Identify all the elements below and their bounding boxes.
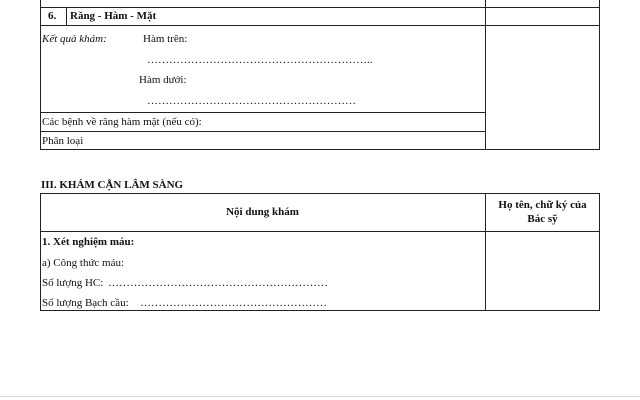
section3-heading: III. KHÁM CẬN LÂM SÀNG bbox=[41, 179, 184, 191]
doctor-header-line1: Họ tên, chữ ký của bbox=[498, 199, 587, 211]
table2-right-border bbox=[599, 193, 600, 311]
table1-row-line-3 bbox=[40, 112, 486, 113]
table1-bottom-border bbox=[40, 149, 600, 150]
table1-column-divider bbox=[485, 0, 486, 150]
viewer-bottom-edge bbox=[0, 396, 640, 397]
doctor-header-line2: Bác sỹ bbox=[527, 213, 558, 225]
table2-header-bottom bbox=[40, 231, 600, 232]
table1-row-line-1 bbox=[40, 7, 600, 8]
rbc-count-label: Số lượng HC: bbox=[42, 277, 104, 289]
upper-jaw-label: Hàm trên: bbox=[143, 33, 188, 45]
table2-bottom-border bbox=[40, 310, 600, 311]
table1-number-divider bbox=[66, 7, 67, 25]
table1-row-line-4 bbox=[40, 131, 486, 132]
lower-jaw-dotted-line: ………………………………………………… bbox=[147, 95, 356, 107]
table1-right-border bbox=[599, 0, 600, 150]
upper-jaw-dotted-line: …………………………………………………….. bbox=[147, 54, 373, 66]
exam-result-label: Kết quả khám: bbox=[42, 33, 107, 45]
wbc-count-label: Số lượng Bạch cầu: bbox=[42, 297, 129, 309]
exam-content-header: Nội dung khám bbox=[226, 206, 299, 218]
classification-label: Phân loại bbox=[42, 135, 84, 147]
section6-title: Răng - Hàm - Mặt bbox=[70, 10, 157, 22]
dental-diseases-label: Các bệnh về răng hàm mặt (nếu có): bbox=[42, 116, 202, 128]
table1-row-line-2 bbox=[40, 25, 600, 26]
blood-formula-label: a) Công thức máu: bbox=[42, 257, 125, 269]
blood-test-title: 1. Xét nghiệm máu: bbox=[42, 236, 135, 248]
table2-top-border bbox=[40, 193, 600, 194]
section6-number: 6. bbox=[48, 10, 57, 22]
table1-left-border bbox=[40, 0, 41, 150]
lower-jaw-label: Hàm dưới: bbox=[139, 74, 187, 86]
rbc-count-dotted-line: …………………………………………………… bbox=[108, 277, 328, 289]
wbc-count-dotted-line: …………………………………………… bbox=[140, 297, 327, 309]
